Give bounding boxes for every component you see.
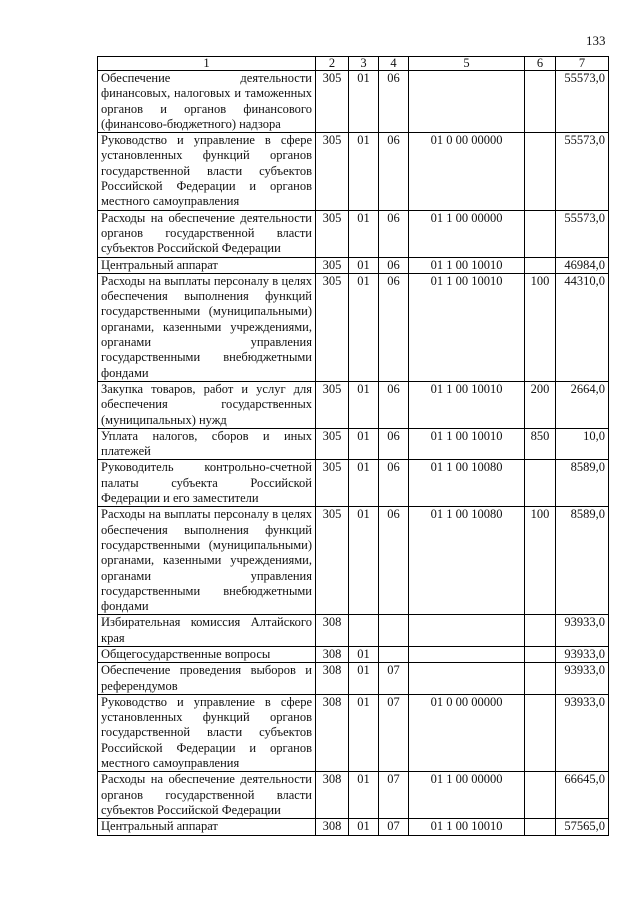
- section-code-cell: 01: [349, 428, 379, 460]
- header-cell: 1: [98, 57, 316, 71]
- table-row: [98, 210, 609, 257]
- expense-type-cell: [525, 694, 556, 771]
- target-article-cell: 01 1 00 00000: [409, 772, 525, 819]
- section-code-cell: 01: [349, 663, 379, 695]
- table-row: [98, 694, 609, 771]
- expense-type-cell: [525, 460, 556, 507]
- section-code-cell: 01: [349, 381, 379, 428]
- subsection-code-cell: 06: [379, 210, 409, 257]
- table-row: [98, 71, 609, 133]
- section-code-cell: 01: [349, 460, 379, 507]
- expense-type-cell: [525, 772, 556, 819]
- section-code-cell: 01: [349, 646, 379, 662]
- header-cell: 7: [556, 57, 609, 71]
- subsection-code-cell: 06: [379, 257, 409, 273]
- subsection-code-cell: 06: [379, 507, 409, 615]
- amount-cell: 93933,0: [556, 694, 609, 771]
- target-article-cell: [409, 663, 525, 695]
- expense-type-cell: [525, 663, 556, 695]
- header-cell: 4: [379, 57, 409, 71]
- table-row: [98, 772, 609, 819]
- amount-cell: 8589,0: [556, 507, 609, 615]
- subsection-code-cell: 07: [379, 772, 409, 819]
- table-row: [98, 257, 609, 273]
- amount-cell: 93933,0: [556, 615, 609, 647]
- admin-code-cell: 305: [316, 71, 349, 133]
- admin-code-cell: 308: [316, 694, 349, 771]
- amount-cell: 66645,0: [556, 772, 609, 819]
- target-article-cell: 01 1 00 10010: [409, 428, 525, 460]
- expense-type-cell: [525, 257, 556, 273]
- section-code-cell: 01: [349, 71, 379, 133]
- admin-code-cell: 308: [316, 615, 349, 647]
- admin-code-cell: 305: [316, 428, 349, 460]
- expense-type-cell: [525, 615, 556, 647]
- expense-type-cell: 850: [525, 428, 556, 460]
- admin-code-cell: 308: [316, 663, 349, 695]
- budget-table: [97, 56, 609, 836]
- table-row: [98, 428, 609, 460]
- section-code-cell: 01: [349, 772, 379, 819]
- row-name-cell: Руководство и управление в сфере установленных функций органов государственной власти субъектов Российской Федерации и органов местного самоуправления: [98, 694, 316, 771]
- section-code-cell: 01: [349, 507, 379, 615]
- target-article-cell: 01 1 00 00000: [409, 210, 525, 257]
- row-name-cell: Руководитель контрольно-счетной палаты субъекта Российской Федерации и его заместители: [98, 460, 316, 507]
- amount-cell: 2664,0: [556, 381, 609, 428]
- header-cell: 5: [409, 57, 525, 71]
- table-row: [98, 819, 609, 835]
- table-row: [98, 646, 609, 662]
- row-name-cell: Обеспечение проведения выборов и референдумов: [98, 663, 316, 695]
- target-article-cell: [409, 646, 525, 662]
- table-row: [98, 460, 609, 507]
- expense-type-cell: 100: [525, 507, 556, 615]
- target-article-cell: [409, 71, 525, 133]
- table-row: [98, 273, 609, 381]
- expense-type-cell: [525, 646, 556, 662]
- page-number: 133: [586, 33, 606, 48]
- section-code-cell: 01: [349, 133, 379, 210]
- amount-cell: 55573,0: [556, 210, 609, 257]
- amount-cell: 8589,0: [556, 460, 609, 507]
- header-row: [98, 57, 609, 71]
- section-code-cell: 01: [349, 819, 379, 835]
- section-code-cell: 01: [349, 694, 379, 771]
- amount-cell: 44310,0: [556, 273, 609, 381]
- admin-code-cell: 305: [316, 257, 349, 273]
- amount-cell: 93933,0: [556, 663, 609, 695]
- row-name-cell: Расходы на обеспечение деятельности органов государственной власти субъектов Российской Федерации: [98, 772, 316, 819]
- target-article-cell: [409, 615, 525, 647]
- admin-code-cell: 305: [316, 507, 349, 615]
- target-article-cell: 01 1 00 10010: [409, 819, 525, 835]
- row-name-cell: Расходы на выплаты персоналу в целях обеспечения выполнения функций государственными (муниципальными) органами, казенными учреждениями, органами управления государственными внебюджетными фондами: [98, 507, 316, 615]
- subsection-code-cell: [379, 615, 409, 647]
- admin-code-cell: 305: [316, 460, 349, 507]
- subsection-code-cell: 06: [379, 428, 409, 460]
- target-article-cell: 01 1 00 10010: [409, 257, 525, 273]
- amount-cell: 57565,0: [556, 819, 609, 835]
- expense-type-cell: [525, 71, 556, 133]
- header-cell: 6: [525, 57, 556, 71]
- target-article-cell: 01 1 00 10010: [409, 273, 525, 381]
- table-row: [98, 133, 609, 210]
- section-code-cell: 01: [349, 257, 379, 273]
- target-article-cell: 01 1 00 10010: [409, 381, 525, 428]
- admin-code-cell: 308: [316, 772, 349, 819]
- admin-code-cell: 305: [316, 133, 349, 210]
- admin-code-cell: 308: [316, 646, 349, 662]
- expense-type-cell: [525, 133, 556, 210]
- target-article-cell: 01 1 00 10080: [409, 507, 525, 615]
- section-code-cell: [349, 615, 379, 647]
- row-name-cell: Центральный аппарат: [98, 819, 316, 835]
- expense-type-cell: [525, 819, 556, 835]
- header-cell: 3: [349, 57, 379, 71]
- row-name-cell: Обеспечение деятельности финансовых, налоговых и таможенных органов и органов финансового (финансово-бюджетного) надзора: [98, 71, 316, 133]
- header-cell: 2: [316, 57, 349, 71]
- subsection-code-cell: 06: [379, 71, 409, 133]
- target-article-cell: 01 0 00 00000: [409, 694, 525, 771]
- table-row: [98, 615, 609, 647]
- subsection-code-cell: 06: [379, 460, 409, 507]
- subsection-code-cell: 06: [379, 133, 409, 210]
- subsection-code-cell: 06: [379, 381, 409, 428]
- section-code-cell: 01: [349, 210, 379, 257]
- amount-cell: 55573,0: [556, 71, 609, 133]
- subsection-code-cell: [379, 646, 409, 662]
- expense-type-cell: [525, 210, 556, 257]
- subsection-code-cell: 07: [379, 819, 409, 835]
- row-name-cell: Уплата налогов, сборов и иных платежей: [98, 428, 316, 460]
- subsection-code-cell: 07: [379, 663, 409, 695]
- row-name-cell: Расходы на выплаты персоналу в целях обеспечения выполнения функций государственными (муниципальными) органами, казенными учреждениями, органами управления государственными внебюджетными фондами: [98, 273, 316, 381]
- admin-code-cell: 305: [316, 273, 349, 381]
- row-name-cell: Общегосударственные вопросы: [98, 646, 316, 662]
- table-row: [98, 663, 609, 695]
- amount-cell: 10,0: [556, 428, 609, 460]
- section-code-cell: 01: [349, 273, 379, 381]
- expense-type-cell: 100: [525, 273, 556, 381]
- table-body: [98, 71, 609, 836]
- subsection-code-cell: 06: [379, 273, 409, 381]
- row-name-cell: Центральный аппарат: [98, 257, 316, 273]
- row-name-cell: Закупка товаров, работ и услуг для обеспечения государственных (муниципальных) нужд: [98, 381, 316, 428]
- target-article-cell: 01 1 00 10080: [409, 460, 525, 507]
- table-row: [98, 507, 609, 615]
- expense-type-cell: 200: [525, 381, 556, 428]
- amount-cell: 93933,0: [556, 646, 609, 662]
- row-name-cell: Избирательная комиссия Алтайского края: [98, 615, 316, 647]
- table-row: [98, 381, 609, 428]
- admin-code-cell: 305: [316, 210, 349, 257]
- admin-code-cell: 308: [316, 819, 349, 835]
- row-name-cell: Расходы на обеспечение деятельности органов государственной власти субъектов Российской Федерации: [98, 210, 316, 257]
- target-article-cell: 01 0 00 00000: [409, 133, 525, 210]
- row-name-cell: Руководство и управление в сфере установленных функций органов государственной власти субъектов Российской Федерации и органов местного самоуправления: [98, 133, 316, 210]
- admin-code-cell: 305: [316, 381, 349, 428]
- subsection-code-cell: 07: [379, 694, 409, 771]
- amount-cell: 46984,0: [556, 257, 609, 273]
- amount-cell: 55573,0: [556, 133, 609, 210]
